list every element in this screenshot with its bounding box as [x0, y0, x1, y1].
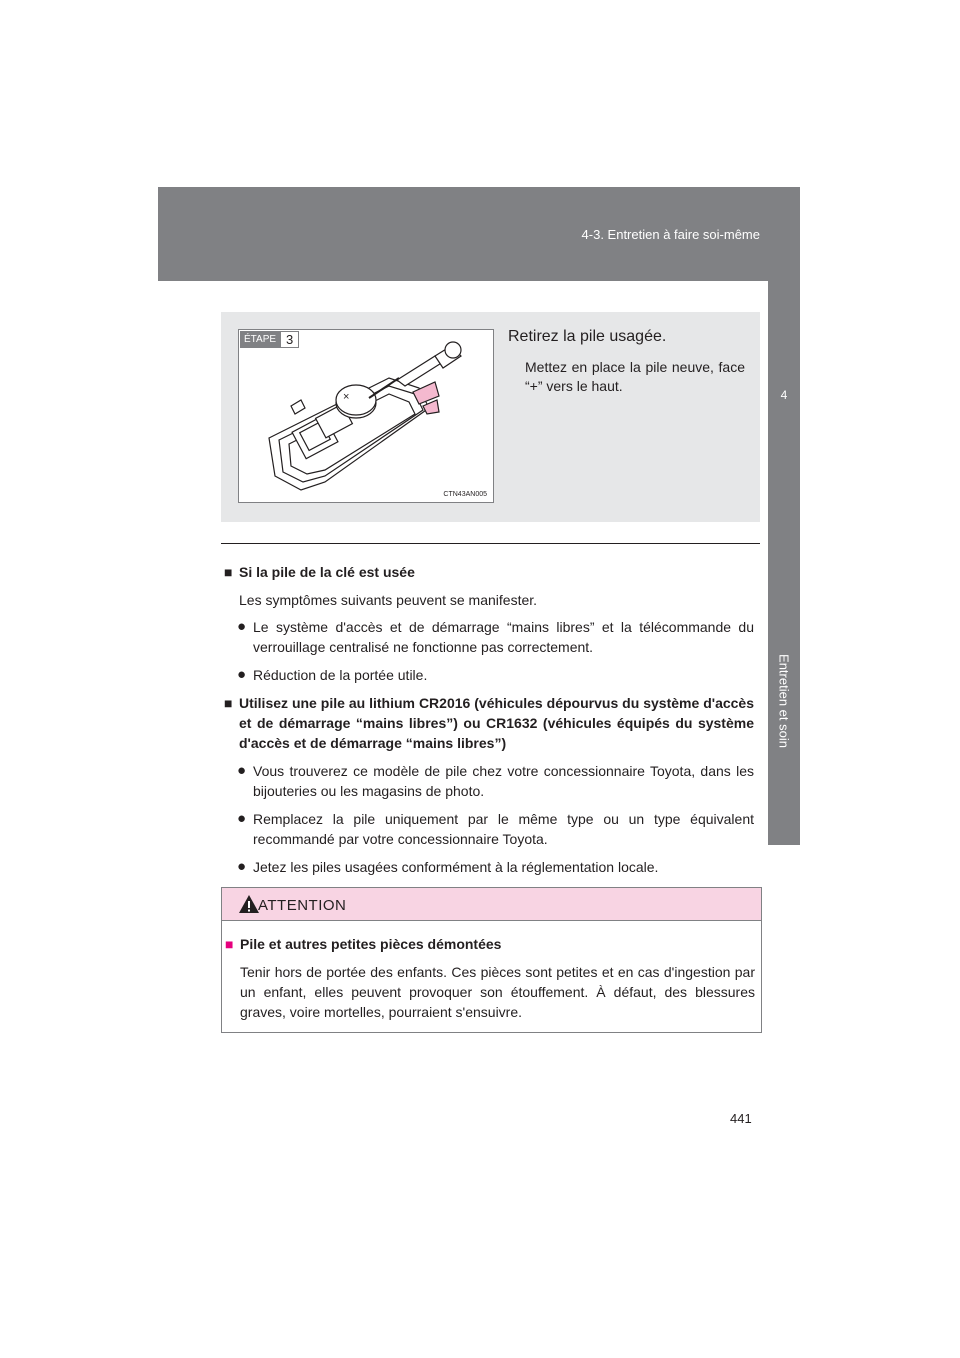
step-badge-label: ÉTAPE — [240, 331, 280, 348]
list-item: ● Jetez les piles usagées conformément à la réglementation locale. — [237, 858, 659, 875]
circle-bullet-icon: ● — [237, 666, 247, 683]
chapter-number: 4 — [780, 388, 788, 402]
step-box — [221, 312, 760, 522]
square-bullet-icon: ■ — [225, 936, 234, 952]
list-item: ● Vous trouverez ce modèle de pile chez votre concessionnaire Toyota, dans les bijouteries ou les magasins de photo. — [237, 762, 754, 799]
square-bullet-icon: ■ — [224, 695, 233, 711]
page-number: 441 — [730, 1111, 752, 1126]
step-badge-number: 3 — [280, 331, 299, 348]
circle-bullet-icon: ● — [237, 618, 247, 635]
header-band — [158, 187, 800, 281]
list-item: ● Le système d'accès et de démarrage “mains libres” et la télécommande du verrouillage centralisé ne fonctionne pas correctement. — [237, 618, 754, 655]
note-text: Les symptômes suivants peuvent se manifester. — [239, 592, 538, 608]
note-heading — [224, 693, 754, 753]
list-item: ● Réduction de la portée utile. — [237, 666, 428, 683]
section-title: 4-3. Entretien à faire soi-même — [581, 227, 760, 242]
attention-text: Tenir hors de portée des enfants. Ces pièces sont petites et en cas d'ingestion par un enfant, elles peuvent provoquer son étouffement. À défaut, des blessures graves, voire mortelles, pourraient s'ensuivre. — [240, 964, 755, 1020]
note-heading-text: Utilisez une pile au lithium CR2016 (véhicules dépourvus du système d'accès et de démarrage “mains libres”) ou CR1632 (véhicules équipés du système d'accès et de démarrage “mains libres”) — [239, 695, 754, 751]
key-fob-drawing — [239, 330, 493, 502]
circle-bullet-icon: ● — [237, 762, 247, 779]
attention-title: ATTENTION — [258, 897, 347, 914]
list-item: ● Remplacez la pile uniquement par le même type ou un type équivalent recommandé par votre concessionnaire Toyota. — [237, 810, 754, 847]
step-sub-instruction: Mettez en place la pile neuve, face “+” vers le haut. — [525, 359, 745, 394]
warning-icon — [238, 894, 260, 914]
square-bullet-icon: ■ — [224, 564, 233, 580]
attention-body — [225, 934, 755, 1022]
figure-code: CTN43AN005 — [443, 491, 487, 498]
note-heading-text: Si la pile de la clé est usée — [239, 564, 415, 580]
circle-bullet-icon: ● — [237, 858, 247, 875]
attention-box — [221, 887, 762, 1033]
svg-text:×: × — [343, 391, 350, 403]
notes-section — [224, 562, 754, 885]
chapter-side-tab — [768, 281, 800, 845]
circle-bullet-icon: ● — [237, 810, 247, 827]
attention-header — [222, 888, 761, 921]
attention-item: ■ Pile et autres petites pièces démontées — [225, 936, 502, 952]
key-battery-illustration — [238, 329, 494, 503]
chapter-label: Entretien et soin — [776, 654, 792, 748]
section-divider — [221, 543, 760, 544]
note-heading — [224, 562, 754, 582]
step-instruction: Retirez la pile usagée. — [508, 328, 667, 345]
